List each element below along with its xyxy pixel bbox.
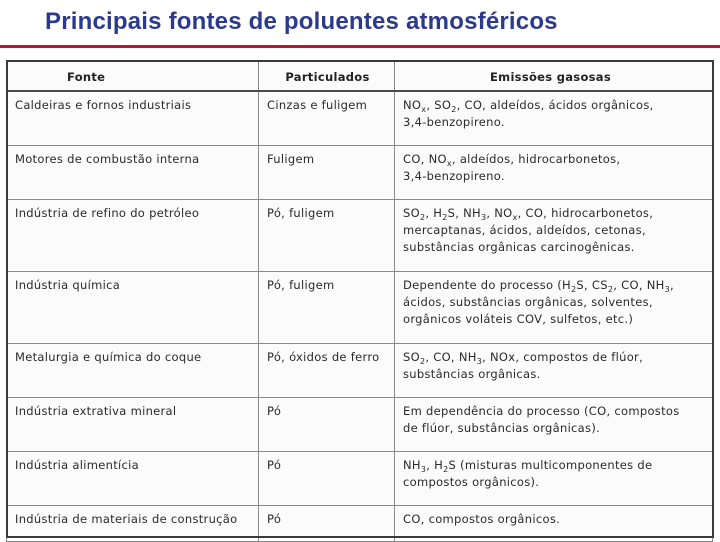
table-row [7, 451, 713, 505]
cell-gaseous-emissions: CO, compostos orgânicos. [395, 505, 713, 541]
cell-gaseous-emissions: $SO_2$, $H_2S$, $NH_3$, $NO_x$, CO, hidrocarbonetos, mercaptanas, ácidos, aldeídos, cetonas, substâncias orgânicas carcinogênicas. [395, 199, 713, 271]
cell-particulates: Pó [259, 505, 395, 541]
header-particulates: Particulados [259, 61, 395, 92]
cell-gaseous-emissions: $NO_x$, $SO_2$, CO, aldeídos, ácidos orgânicos, 3,4-benzopireno. [395, 91, 713, 145]
cell-source: Indústria de materiais de construção [7, 505, 259, 541]
cell-gaseous-emissions: Em dependência do processo (CO, compostos de flúor, substâncias orgânicas). [395, 397, 713, 451]
cell-particulates: Pó [259, 397, 395, 451]
header-source: Fonte [7, 61, 259, 92]
cell-gaseous-emissions: $NH_3$, $H_2S$ (misturas multicomponentes de compostos orgânicos). [395, 451, 713, 505]
table-header-row [7, 61, 713, 92]
cell-source: Indústria de refino do petróleo [7, 199, 259, 271]
cell-source: Motores de combustão interna [7, 145, 259, 199]
table-row [7, 271, 713, 343]
cell-particulates: Cinzas e fuligem [259, 91, 395, 145]
table-row [7, 145, 713, 199]
cell-source: Metalurgia e química do coque [7, 343, 259, 397]
cell-particulates: Fuligem [259, 145, 395, 199]
cell-source: Indústria química [7, 271, 259, 343]
cell-source: Indústria extrativa mineral [7, 397, 259, 451]
slide-title: Principais fontes de poluentes atmosféricos [45, 8, 558, 35]
table-row [7, 397, 713, 451]
cell-source: Indústria alimentícia [7, 451, 259, 505]
table-row [7, 199, 713, 271]
cell-particulates: Pó, fuligem [259, 199, 395, 271]
table-row [7, 91, 713, 145]
pollutant-sources-table [6, 60, 713, 542]
cell-gaseous-emissions: $SO_2$, CO, $NH_3$, NOx, compostos de flúor, substâncias orgânicas. [395, 343, 713, 397]
cell-particulates: Pó [259, 451, 395, 505]
cell-gaseous-emissions: Dependente do processo ($H_2S$, $CS_2$, CO, $NH_3$, ácidos, substâncias orgânicas, solventes, orgânicos voláteis COV, sulfetos, etc.) [395, 271, 713, 343]
table-row [7, 343, 713, 397]
header-gaseous-emissions: Emissões gasosas [395, 61, 713, 92]
table-row [7, 505, 713, 541]
cell-gaseous-emissions: CO, $NO_x$, aldeídos, hidrocarbonetos, 3,4-benzopireno. [395, 145, 713, 199]
cell-particulates: Pó, óxidos de ferro [259, 343, 395, 397]
cell-particulates: Pó, fuligem [259, 271, 395, 343]
cell-source: Caldeiras e fornos industriais [7, 91, 259, 145]
title-underline [0, 45, 720, 48]
